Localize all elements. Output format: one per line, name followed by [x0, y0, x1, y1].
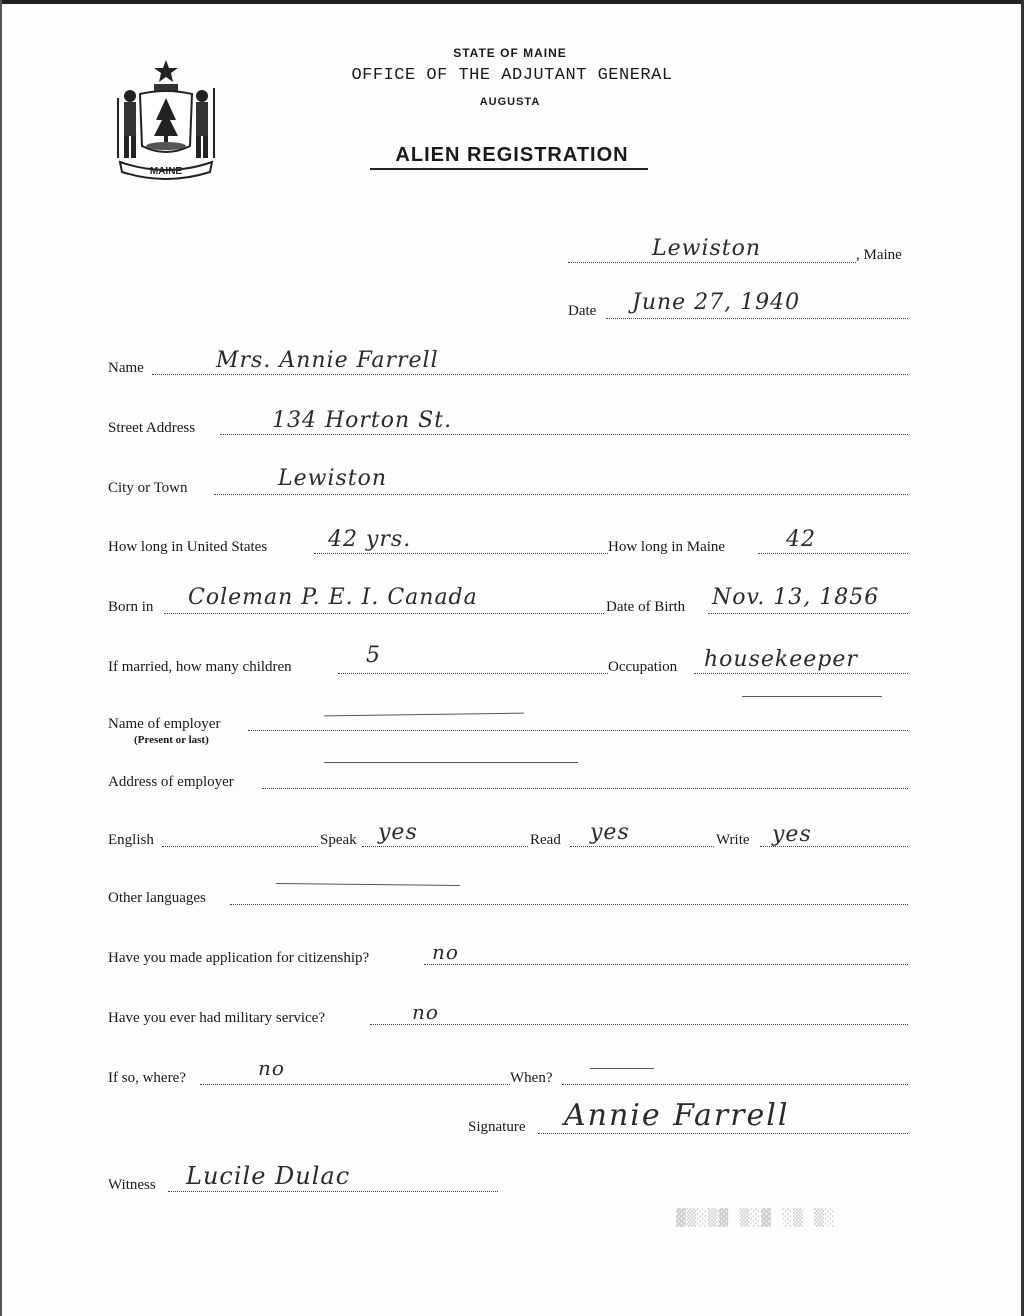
military-line	[370, 1024, 908, 1025]
read-label: Read	[530, 832, 561, 848]
where-value[interactable]: no	[258, 1056, 285, 1080]
city-label: City or Town	[108, 480, 188, 496]
children-label: If married, how many children	[108, 659, 292, 675]
military-value[interactable]: no	[412, 1000, 439, 1024]
street-value[interactable]: 134 Horton St.	[272, 408, 453, 433]
title-underline	[370, 168, 648, 170]
city-line	[214, 494, 908, 495]
place-line	[568, 262, 856, 263]
english-line	[162, 846, 318, 847]
children-value[interactable]: 5	[366, 643, 381, 668]
dob-value[interactable]: Nov. 13, 1856	[712, 585, 880, 610]
born-label: Born in	[108, 599, 154, 615]
write-label: Write	[716, 832, 750, 848]
employer-dash	[324, 713, 524, 717]
maine-duration-value[interactable]: 42	[786, 527, 816, 552]
when-dash	[590, 1068, 654, 1069]
employer-line	[248, 730, 908, 731]
place-value[interactable]: Lewiston	[652, 236, 762, 261]
witness-line	[168, 1191, 498, 1192]
date-label: Date	[568, 303, 597, 319]
name-label: Name	[108, 360, 144, 376]
employer-label: Name of employer	[108, 716, 221, 732]
employer-address-label: Address of employer	[108, 774, 234, 790]
read-value[interactable]: yes	[590, 820, 630, 845]
us-duration-value[interactable]: 42 yrs.	[328, 527, 412, 552]
employer-address-dash	[324, 762, 578, 763]
signature-line	[538, 1133, 908, 1134]
dob-label: Date of Birth	[606, 599, 686, 615]
date-value[interactable]: June 27, 1940	[632, 290, 801, 315]
other-languages-line	[230, 904, 908, 905]
scan-border-left	[0, 0, 2, 1316]
read-line	[570, 846, 714, 847]
occupation-value[interactable]: housekeeper	[704, 647, 858, 672]
form-title: ALIEN REGISTRATION	[395, 144, 629, 166]
write-value[interactable]: yes	[772, 822, 812, 847]
citizenship-label: Have you made application for citizenship?	[108, 950, 370, 966]
speak-label: Speak	[320, 832, 357, 848]
place-suffix: , Maine	[856, 247, 902, 263]
when-label: When?	[510, 1070, 553, 1086]
other-languages-label: Other languages	[108, 890, 206, 906]
witness-value[interactable]: Lucile Dulac	[186, 1162, 351, 1190]
english-label: English	[108, 832, 154, 848]
header-city: AUGUSTA	[479, 96, 541, 108]
speak-line	[362, 846, 528, 847]
header-state: STATE OF MAINE	[453, 46, 567, 60]
us-duration-label: How long in United States	[108, 539, 268, 555]
where-line	[200, 1084, 510, 1085]
scan-border-top	[0, 0, 1024, 4]
other-languages-dash	[276, 883, 460, 886]
seal-text: MAINE	[149, 166, 183, 177]
occupation-underline-stroke	[742, 696, 882, 697]
born-line	[164, 613, 604, 614]
when-line	[562, 1084, 908, 1085]
signature-label: Signature	[468, 1119, 526, 1135]
city-value[interactable]: Lewiston	[278, 466, 388, 491]
signature-value[interactable]: Annie Farrell	[564, 1098, 790, 1133]
us-duration-line	[314, 553, 608, 554]
occupation-label: Occupation	[608, 659, 678, 675]
date-line	[606, 318, 908, 319]
occupation-line	[694, 673, 908, 674]
dob-line	[708, 613, 908, 614]
speak-value[interactable]: yes	[378, 820, 418, 845]
employer-sub-label: (Present or last)	[134, 734, 209, 746]
maine-duration-line	[758, 553, 908, 554]
witness-label: Witness	[108, 1177, 156, 1193]
faint-stamp-mark: ▓▒░▒▓ ▒░▓ ░▒ ▒░	[676, 1208, 836, 1227]
street-label: Street Address	[108, 420, 196, 436]
name-value[interactable]: Mrs. Annie Farrell	[216, 348, 439, 373]
header-office: OFFICE OF THE ADJUTANT GENERAL	[351, 66, 673, 85]
where-label: If so, where?	[108, 1070, 186, 1086]
citizenship-line	[424, 964, 908, 965]
name-line	[152, 374, 908, 375]
street-line	[220, 434, 908, 435]
employer-address-line	[262, 788, 908, 789]
children-line	[338, 673, 608, 674]
born-value[interactable]: Coleman P. E. I. Canada	[188, 585, 478, 610]
maine-duration-label: How long in Maine	[608, 539, 726, 555]
citizenship-value[interactable]: no	[432, 940, 459, 964]
military-label: Have you ever had military service?	[108, 1010, 325, 1026]
